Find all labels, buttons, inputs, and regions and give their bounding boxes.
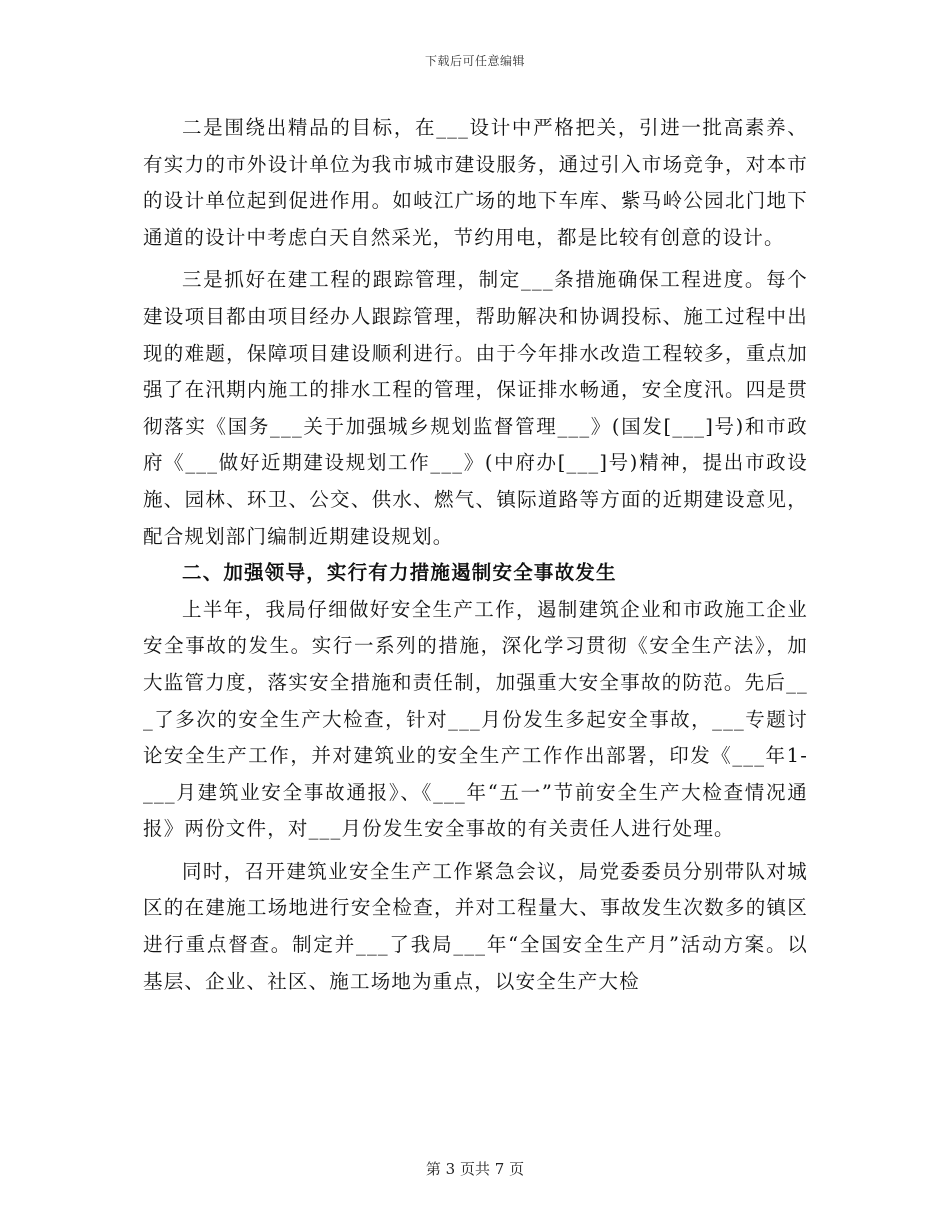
page-header: 下载后可任意编辑 (424, 54, 525, 68)
document-body (143, 110, 808, 1000)
page-number: 第 3 页共 7 页 (425, 1160, 525, 1178)
section-heading: 二、加强领导，实行有力措施遏制安全事故发生 (182, 561, 617, 585)
paragraph-safety-production: 上半年，我局仔细做好安全生产工作，遏制建筑企业和市政施工企业安全事故的发生。实行一系列的措施，深化学习贯彻《安全生产法》，加大监管力度，落实安全措施和责任制，加强重大安全事故的防范。先后___了多次的安全生产大检查，针对___月份发生多起安全事故，___专题讨论安全生产工作，并对建筑业的安全生产工作作出部署，印发《___年1-___月建筑业安全事故通报》、《___年“五一”节前安全生产大检查情况通报》两份文件，对___月份发生安全事故的有关责任人进行处理。 (143, 597, 808, 841)
paragraph-design-quality: 二是围绕出精品的目标，在___设计中严格把关，引进一批高素养、有实力的市外设计单位为我市城市建设服务，通过引入市场竞争，对本市的设计单位起到促进作用。如岐江广场的地下车库、紫马岭公园北门地下通道的设计中考虑白天自然采光，节约用电，都是比较有创意的设计。 (143, 116, 808, 249)
paragraph-emergency-meeting: 同时，召开建筑业安全生产工作紧急会议，局党委委员分别带队对城区的在建施工场地进行安全检查，并对工程量大、事故发生次数多的镇区进行重点督查。制定并___了我局___年“全国安全生产月”活动方案。以基层、企业、社区、施工场地为重点，以安全生产大检 (143, 859, 808, 993)
paragraph-project-tracking: 三是抓好在建工程的跟踪管理，制定___条措施确保工程进度。每个建设项目都由项目经办人跟踪管理，帮助解决和协调投标、施工过程中出现的难题，保障项目建设顺利进行。由于今年排水改造工程较多，重点加强了在汛期内施工的排水工程的管理，保证排水畅通，安全度汛。四是贯彻落实《国务___关于加强城乡规划监督管理___》(国发[___]号)和市政府《___做好近期建设规划工作___》(中府办[___]号)精神，提出市政设施、园林、环卫、公交、供水、燃气、镇际道路等方面的近期建设意见，配合规划部门编制近期建设规划。 (143, 268, 808, 548)
